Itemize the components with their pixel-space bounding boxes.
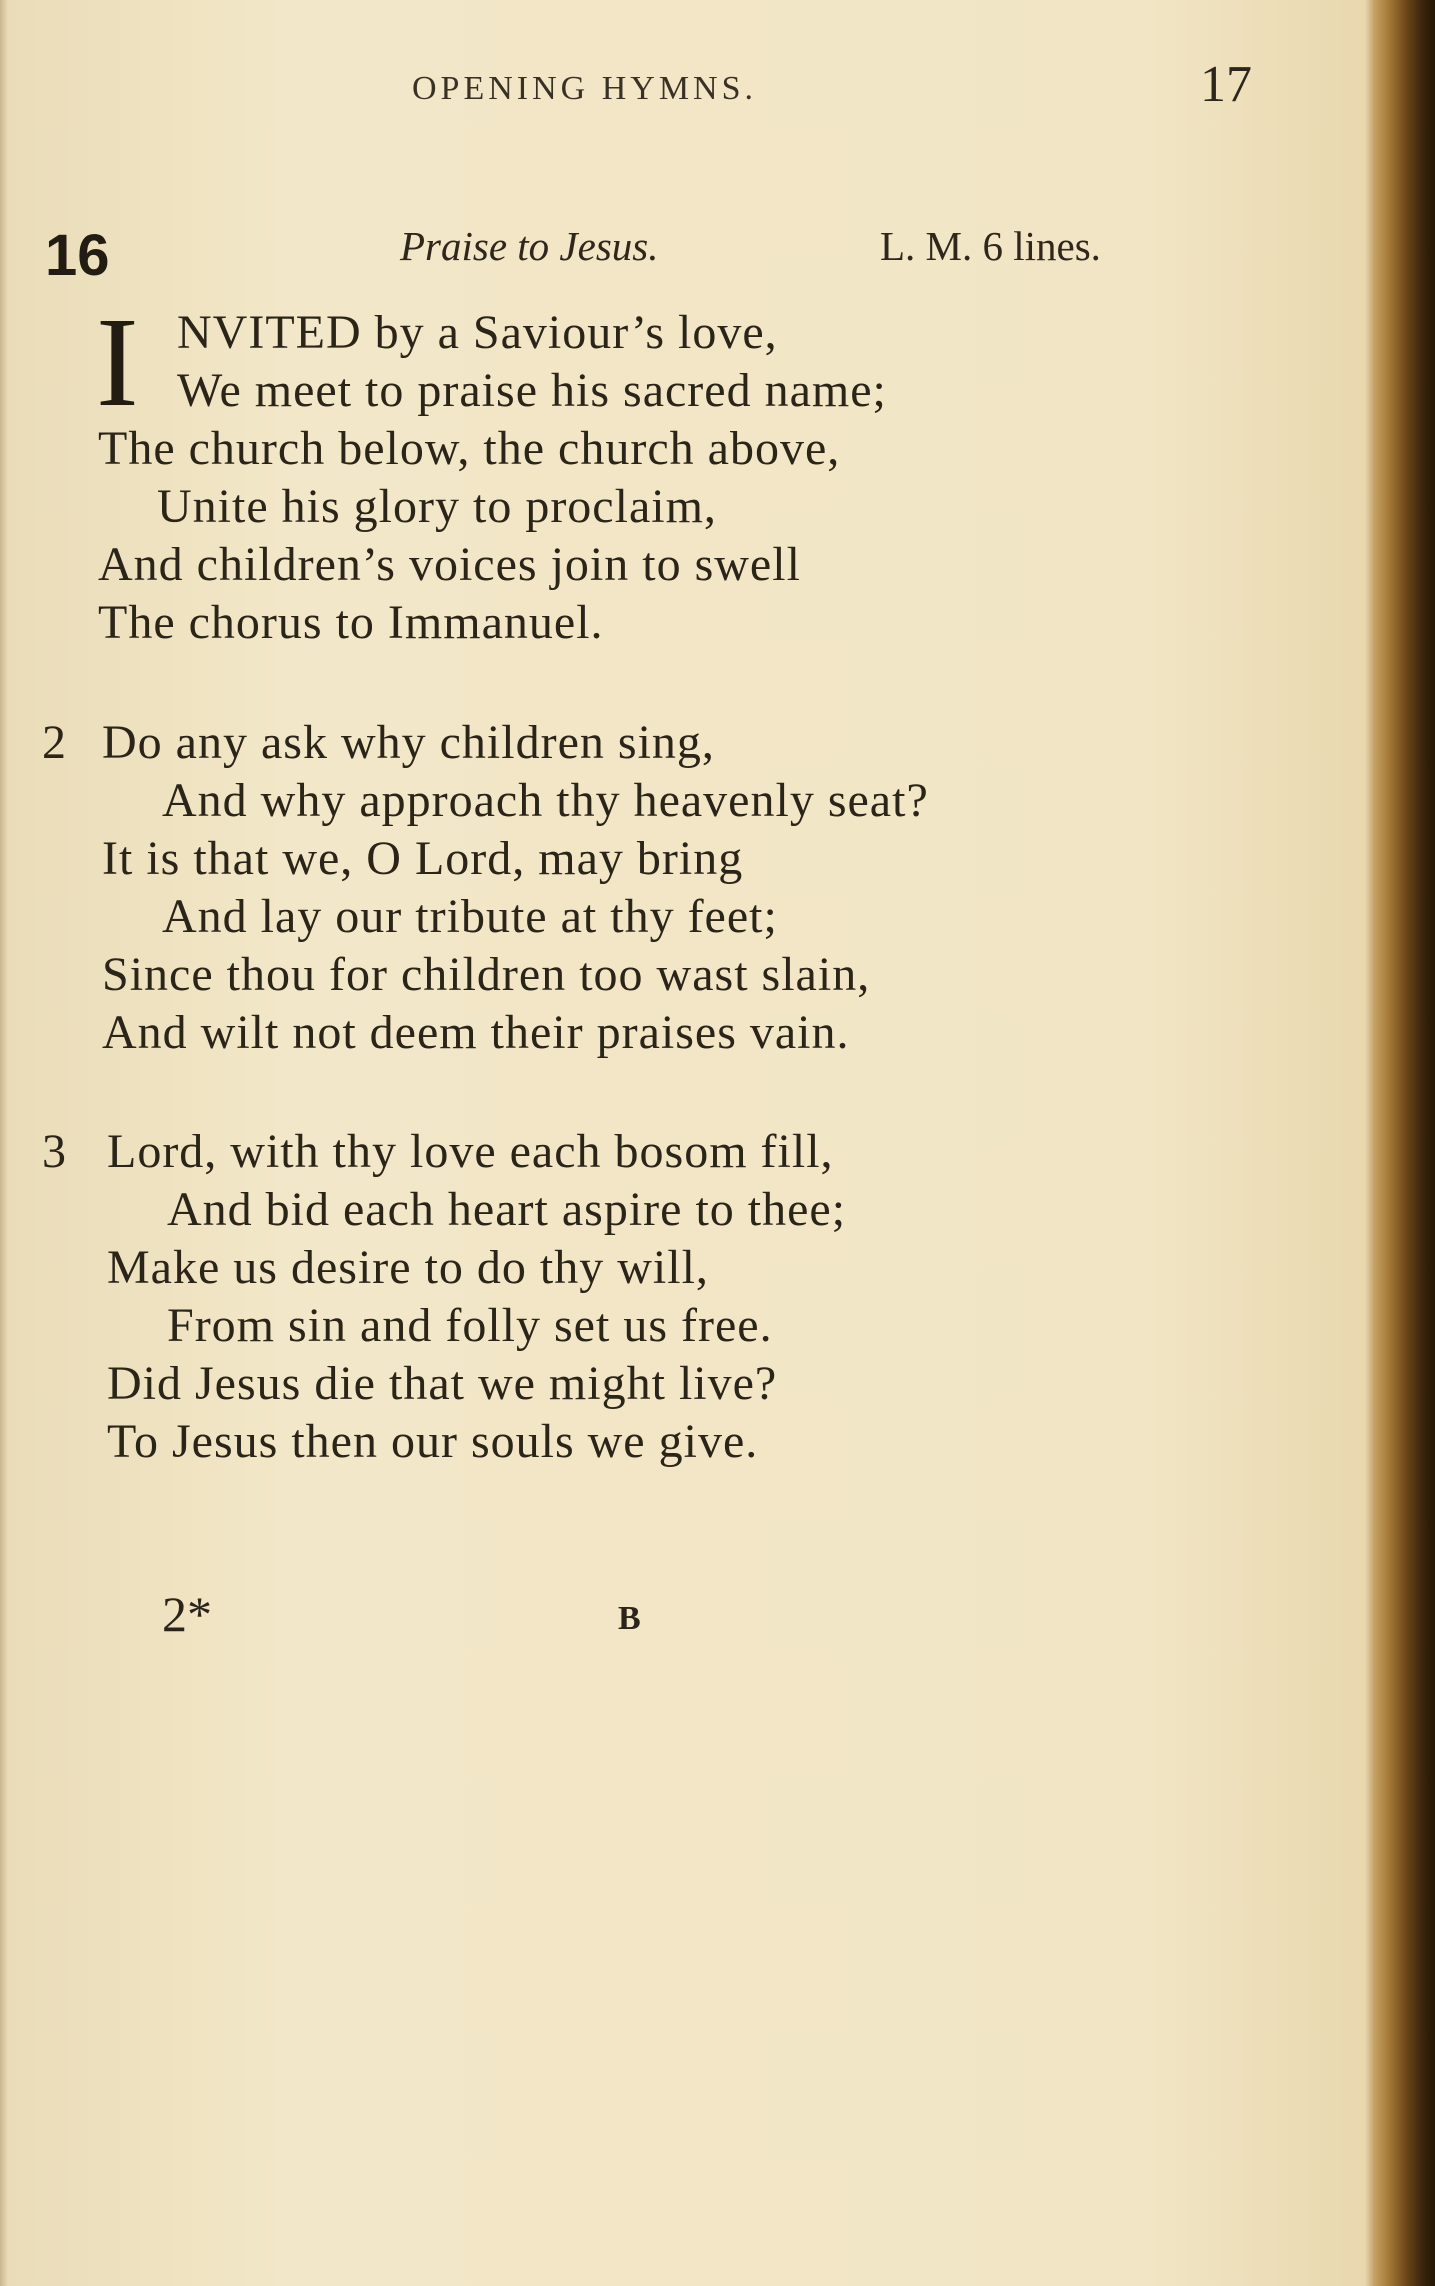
- verse-line: And children’s voices join to swell: [98, 538, 801, 591]
- verse-line: NVITED by a Saviour’s love,: [177, 306, 778, 359]
- verse-line: From sin and folly set us free.: [167, 1299, 773, 1352]
- verse-line: And why approach thy heavenly seat?: [162, 774, 929, 827]
- verse-number: 3: [42, 1125, 66, 1178]
- page-number: 17: [1200, 56, 1252, 113]
- gathering-letter: B: [618, 1600, 641, 1637]
- signature-mark: 2*: [162, 1586, 212, 1642]
- verse-line: And bid each heart aspire to thee;: [167, 1183, 847, 1236]
- verse-line: Do any ask why children sing,: [102, 716, 715, 769]
- hymn-number: 16: [45, 223, 110, 288]
- verse-line: The church below, the church above,: [98, 422, 841, 475]
- book-spine: [1373, 0, 1435, 2286]
- verse-line: Lord, with thy love each bosom fill,: [107, 1125, 834, 1178]
- verse-line: Since thou for children too wast slain,: [102, 948, 871, 1001]
- verse-line: And lay our tribute at thy feet;: [162, 890, 778, 943]
- verse-number: 2: [42, 716, 66, 769]
- running-title: OPENING HYMNS.: [412, 70, 758, 107]
- hymn-title: Praise to Jesus.: [400, 223, 659, 269]
- verse-line: Make us desire to do thy will,: [107, 1241, 709, 1294]
- verse-line: Did Jesus die that we might live?: [107, 1357, 778, 1410]
- verse-line: It is that we, O Lord, may bring: [102, 832, 744, 885]
- drop-cap: I: [96, 291, 139, 433]
- verse-line: The chorus to Immanuel.: [98, 596, 604, 649]
- verse-line: Unite his glory to proclaim,: [157, 480, 717, 533]
- page-left-edge: [0, 0, 8, 2286]
- page-gutter-shadow: [1365, 0, 1373, 2286]
- verse-line: And wilt not deem their praises vain.: [102, 1006, 850, 1059]
- verse-line: We meet to praise his sacred name;: [177, 364, 887, 417]
- verse-line: To Jesus then our souls we give.: [107, 1415, 759, 1468]
- hymn-meter: L. M. 6 lines.: [880, 223, 1101, 269]
